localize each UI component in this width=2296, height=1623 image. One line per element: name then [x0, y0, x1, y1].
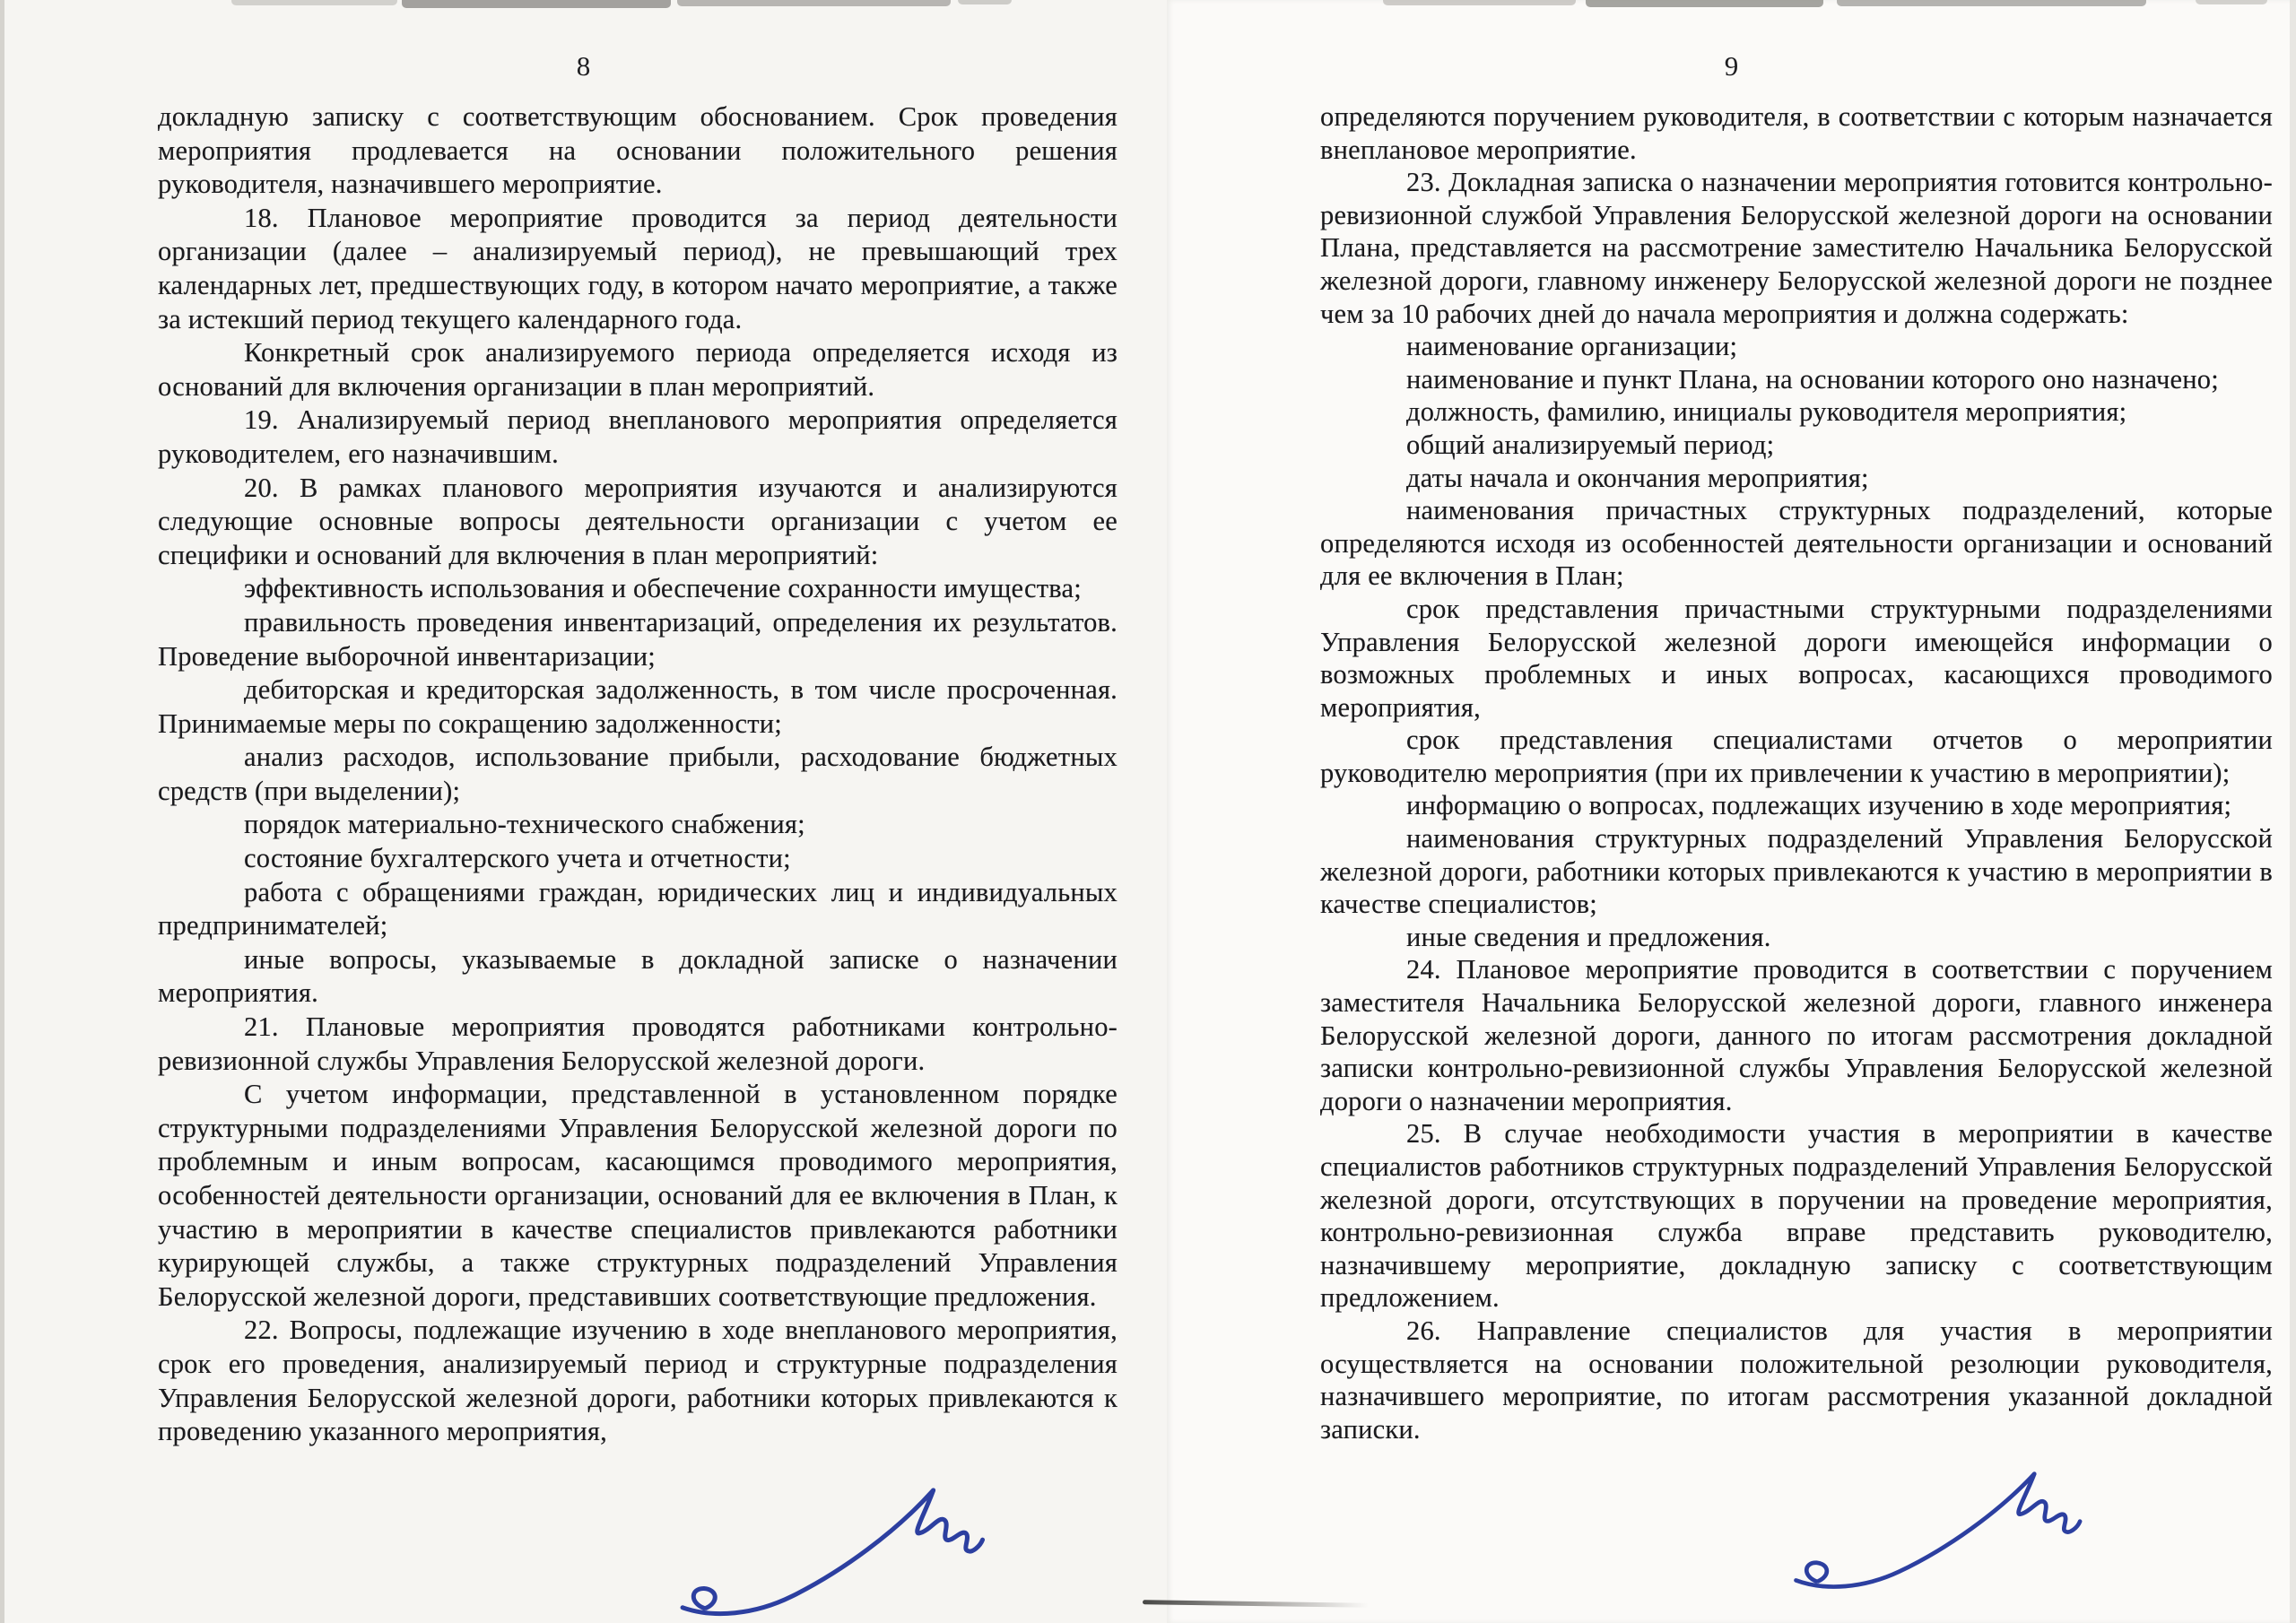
page-number-right: 9: [1724, 50, 1739, 82]
list-item: наименование и пункт Плана, на основании которого оно назначено;: [1406, 363, 2219, 395]
list-item: анализ расходов, использование прибыли, расходование бюджетных средств (при выделении);: [158, 742, 1118, 806]
page-9-text-column: [1320, 100, 2273, 1445]
list-item: порядок материально-технического снабжения;: [244, 809, 805, 840]
scan-artifact: [2196, 0, 2267, 4]
scan-artifact: [1586, 0, 1823, 7]
list-item: наименования структурных подразделений Управления Белорусской железной дороги, работники которых привлекаются к участию в мероприятии в качестве специалистов;: [1320, 823, 2273, 920]
scan-artifact: [0, 0, 4, 1623]
scan-artifact: [1383, 0, 1576, 5]
list-item: дебиторская и кредиторская задолженность, в том числе просроченная. Принимаемые меры по сокращению задолженности;: [158, 674, 1118, 739]
paragraph: 18. Плановое мероприятие проводится за период деятельности организации (далее – анализируемый период), не превышающий трех календарных лет, предшествующих году, в котором начато мероприятие, а также за истекший период текущего календарного года.: [158, 202, 1118, 334]
list-item: правильность проведения инвентаризаций, определения их результатов. Проведение выборочной инвентаризации;: [158, 606, 1118, 672]
scan-artifact: [958, 0, 1012, 4]
page-number-left: 8: [576, 50, 591, 82]
list-item: состояние бухгалтерского учета и отчетности;: [244, 843, 791, 874]
paragraph: 25. В случае необходимости участия в мероприятии в качестве специалистов работников структурных подразделений Управления Белорусской железной дороги, отсутствующих в поручении на проведение мероприятия, контрольно-ревизионная служба вправе представить руководителю, назначившему мероприятие, докладную записку с соответствующим предложением.: [1320, 1118, 2273, 1314]
list-item: эффективность использования и обеспечение сохранности имущества;: [244, 573, 1082, 604]
list-item: должность, фамилию, инициалы руководителя мероприятия;: [1406, 396, 2127, 428]
list-item: срок представления специалистами отчетов о мероприятии руководителю мероприятия (при их привлечении к участию в мероприятии);: [1320, 725, 2273, 788]
page-8-text-column: [158, 100, 1118, 1449]
list-item: работа с обращениями граждан, юридических лиц и индивидуальных предпринимателей;: [158, 876, 1118, 942]
paragraph: 22. Вопросы, подлежащие изучению в ходе внепланового мероприятия, срок его проведения, анализируемый период и структурные подразделения Управления Белорусской железной дороги, работники которых привлекаются к проведению указанного мероприятия,: [158, 1315, 1118, 1447]
list-item: наименование организации;: [1406, 331, 1738, 362]
list-item: даты начала и окончания мероприятия;: [1406, 462, 1869, 493]
list-item: иные сведения и предложения.: [1406, 921, 1771, 952]
paragraph: 20. В рамках планового мероприятия изучаются и анализируются следующие основные вопросы деятельности организации с учетом ее специфики и оснований для включения в план мероприятий:: [158, 472, 1118, 570]
paragraph: С учетом информации, представленной в установленном порядке структурными подразделениями Управления Белорусской железной дороги по проблемным и иным вопросам, касающимся проводимого мероприятия, особенностей деятельности организации, оснований для ее включения в План, к участию в мероприятии в качестве специалистов привлекаются работники курирующей службы, а также структурных подразделений Управления Белорусской железной дороги, представивших соответствующие предложения.: [158, 1079, 1118, 1312]
page-9: [1167, 0, 2296, 1623]
list-item: наименования причастных структурных подразделений, которые определяются исходя из особенностей деятельности организации и оснований для ее включения в План;: [1320, 495, 2273, 592]
paragraph: докладную записку с соответствующим обоснованием. Срок проведения мероприятия продлевается на основании положительного решения руководителя, назначившего мероприятие.: [158, 101, 1118, 200]
paragraph: 21. Плановые мероприятия проводятся работниками контрольно-ревизионной службы Управления Белорусской железной дороги.: [158, 1011, 1118, 1076]
paragraph: 19. Анализируемый период внепланового мероприятия определяется руководителем, его назначившим.: [158, 404, 1118, 469]
scan-artifact: [402, 0, 671, 8]
scan-artifact: [677, 0, 951, 6]
scan-artifact: [231, 0, 397, 5]
paragraph: Конкретный срок анализируемого периода определяется исходя из оснований для включения организации в план мероприятий.: [158, 337, 1118, 402]
signature-icon: [672, 1480, 992, 1622]
signature-icon: [1787, 1465, 2087, 1593]
scan-artifact: [1837, 0, 2146, 6]
list-item: иные вопросы, указываемые в докладной записке о назначении мероприятия.: [158, 943, 1118, 1009]
scan-artifact: [2290, 0, 2296, 1623]
paragraph: 23. Докладная записка о назначении мероприятия готовится контрольно-ревизионной службой Управления Белорусской железной дороги на основании Плана, представляется на рассмотрение заместителю Начальника Белорусской железной дороги, главному инженеру Белорусской железной дороги не позднее чем за 10 рабочих дней до начала мероприятия и должна содержать:: [1320, 167, 2273, 329]
list-item: срок представления причастными структурными подразделениями Управления Белорусской железной дороги имеющейся информации о возможных проблемных и иных вопросах, касающихся проводимого мероприятия,: [1320, 593, 2273, 723]
paragraph: определяются поручением руководителя, в соответствии с которым назначается внеплановое мероприятие.: [1320, 101, 2273, 165]
paragraph: 24. Плановое мероприятие проводится в соответствии с поручением заместителя Начальника Белорусской железной дороги, главного инженера Белорусской железной дороги, данного по итогам рассмотрения докладной записки контрольно-ревизионной службы Управления Белорусской железной дороги о назначении мероприятия.: [1320, 954, 2273, 1116]
list-item: информацию о вопросах, подлежащих изучению в ходе мероприятия;: [1406, 790, 2232, 821]
paragraph: 26. Направление специалистов для участия в мероприятии осуществляется на основании положительной резолюции руководителя, назначившего мероприятие, по итогам рассмотрения указанной докладной записки.: [1320, 1315, 2273, 1445]
list-item: общий анализируемый период;: [1406, 429, 1775, 460]
